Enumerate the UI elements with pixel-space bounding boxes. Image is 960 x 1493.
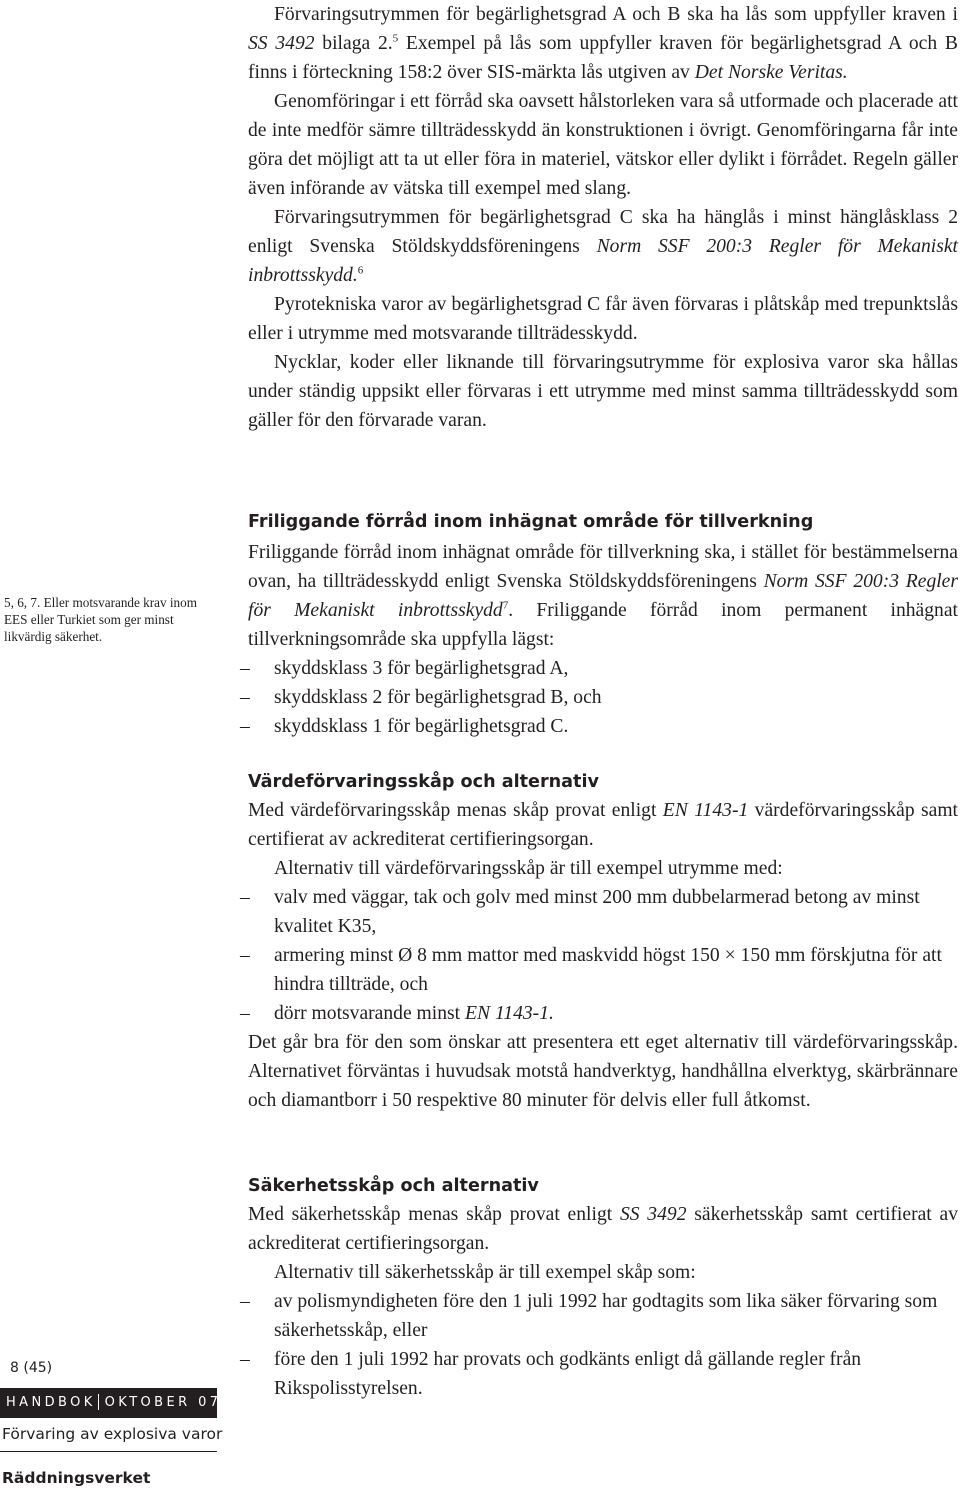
- section-heading: Friliggande förråd inom inhägnat område för tillverkning: [248, 512, 814, 532]
- section-safe: [240, 772, 958, 1115]
- paragraph-keys: Nycklar, koder eller liknande till förvaringsutrymme för explosiva varor ska hållas under ständig uppsikt eller förvaras i ett utrymme med minst samma tillträdesskydd som gäller för den förvarade varan.: [248, 352, 958, 431]
- footer-bar-right: OKTOBER 07: [104, 1395, 222, 1410]
- footer-bar-left: HANDBOK: [6, 1395, 96, 1410]
- section-heading: Säkerhetsskåp och alternativ: [248, 1176, 539, 1196]
- footer-subtitle: Förvaring av explosiva varor: [2, 1425, 223, 1443]
- paragraph-own-alternative: Det går bra för den som önskar att presentera ett eget alternativ till värdeförvaringsskåp. Alternativet förväntas i huvudsak motstå handverktyg, handhållna elverktyg, skärbrännare och diamantborr i 50 respektive 80 minuter för delvis eller full åtkomst.: [248, 1032, 958, 1111]
- list-item: – av polismyndigheten före den 1 juli 1992 har godtagits som lika säker förvaring som säkerhetsskåp, eller: [240, 1291, 938, 1341]
- section-freestanding-storage: [240, 512, 959, 741]
- footer-organization: Räddningsverket: [2, 1469, 151, 1487]
- paragraph-safe-alternatives: Alternativ till värdeförvaringsskåp är till exempel utrymme med:: [274, 858, 783, 879]
- list-item: – valv med väggar, tak och golv med minst 200 mm dubbelarmerad betong av minst kvalitet K35,: [240, 887, 920, 937]
- section-security-cabinet: [240, 1176, 958, 1403]
- list-item: – armering minst Ø 8 mm mattor med maskvidd högst 150 × 150 mm förskjutna för att hindra tillträde, och: [240, 945, 942, 995]
- list-item: – skyddsklass 2 för begärlighetsgrad B, och: [240, 687, 602, 708]
- paragraph-safe-definition: Med värdeförvaringsskåp menas skåp provat enligt EN 1143-1 värdeförvaringsskåp samt certifierat av ackrediterat certifieringsorgan.: [248, 800, 958, 850]
- list-item: – dörr motsvarande minst EN 1143-1.: [240, 1003, 554, 1024]
- paragraph-lock-requirements: Förvaringsutrymmen för begärlighetsgrad A och B ska ha lås som uppfyller kraven i SS 3492 bilaga 2.$^5$ Exempel på lås som uppfyller kraven för begärlighetsgrad A och B finns i förteckning 158:2 över SIS-märkta lås utgiven av Det Norske Veritas.: [248, 4, 959, 83]
- page-number: 8 (45): [10, 1360, 53, 1376]
- footer-bar: [0, 1388, 222, 1418]
- footer-bar-divider: [98, 1394, 99, 1410]
- paragraph-padlock: Förvaringsutrymmen för begärlighetsgrad C ska ha hänglås i minst hänglåsklass 2 enligt Svenska Stöldskyddsföreningens Norm SSF 200:3 Regler för Mekaniskt inbrottsskydd.$^6$: [248, 207, 958, 286]
- list-item: – skyddsklass 3 för begärlighetsgrad A,: [240, 658, 569, 679]
- footer-rule: [0, 1451, 217, 1452]
- paragraph-penetrations: Genomföringar i ett förråd ska oavsett hålstorleken vara så utformade och placerade att de inte medför sämre tillträdesskydd än konstruktionen i övrigt. Genomföringarna får inte göra det möjligt att ta ut eller föra in materiel, vätskor eller dylikt i förrådet. Regeln gäller även införande av vätska till exempel med slang.: [248, 91, 958, 199]
- paragraph-cabinet-alternatives: Alternativ till säkerhetsskåp är till exempel skåp som:: [274, 1262, 696, 1283]
- paragraph-pyrotechnics: Pyrotekniska varor av begärlighetsgrad C får även förvaras i plåtskåp med trepunktslås eller i utrymme med motsvarande tillträdesskydd.: [248, 294, 958, 344]
- section-heading: Värdeförvaringsskåp och alternativ: [248, 772, 599, 792]
- paragraph-freestanding: Friliggande förråd inom inhägnat område för tillverkning ska, i stället för bestämmelserna ovan, ha tillträdesskydd enligt Svenska Stöldskyddsföreningens Norm SSF 200:3 Regler för Mekaniskt inbrottsskydd$^7$. Friliggande förråd inom permanent inhägnat tillverkningsområde ska uppfylla lägst:: [248, 542, 959, 650]
- intro-block: [248, 0, 958, 435]
- paragraph-cabinet-definition: Med säkerhetsskåp menas skåp provat enligt SS 3492 säkerhetsskåp samt certifierat av ackrediterat certifieringsorgan.: [248, 1204, 958, 1254]
- list-item: – före den 1 juli 1992 har provats och godkänts enligt då gällande regler från Rikspolisstyrelsen.: [240, 1349, 862, 1399]
- list-item: – skyddsklass 1 för begärlighetsgrad C.: [240, 716, 569, 737]
- margin-footnote: 5, 6, 7. Eller motsvarande krav inom EES eller Turkiet som ger minst likvärdig säkerhet.: [4, 595, 198, 644]
